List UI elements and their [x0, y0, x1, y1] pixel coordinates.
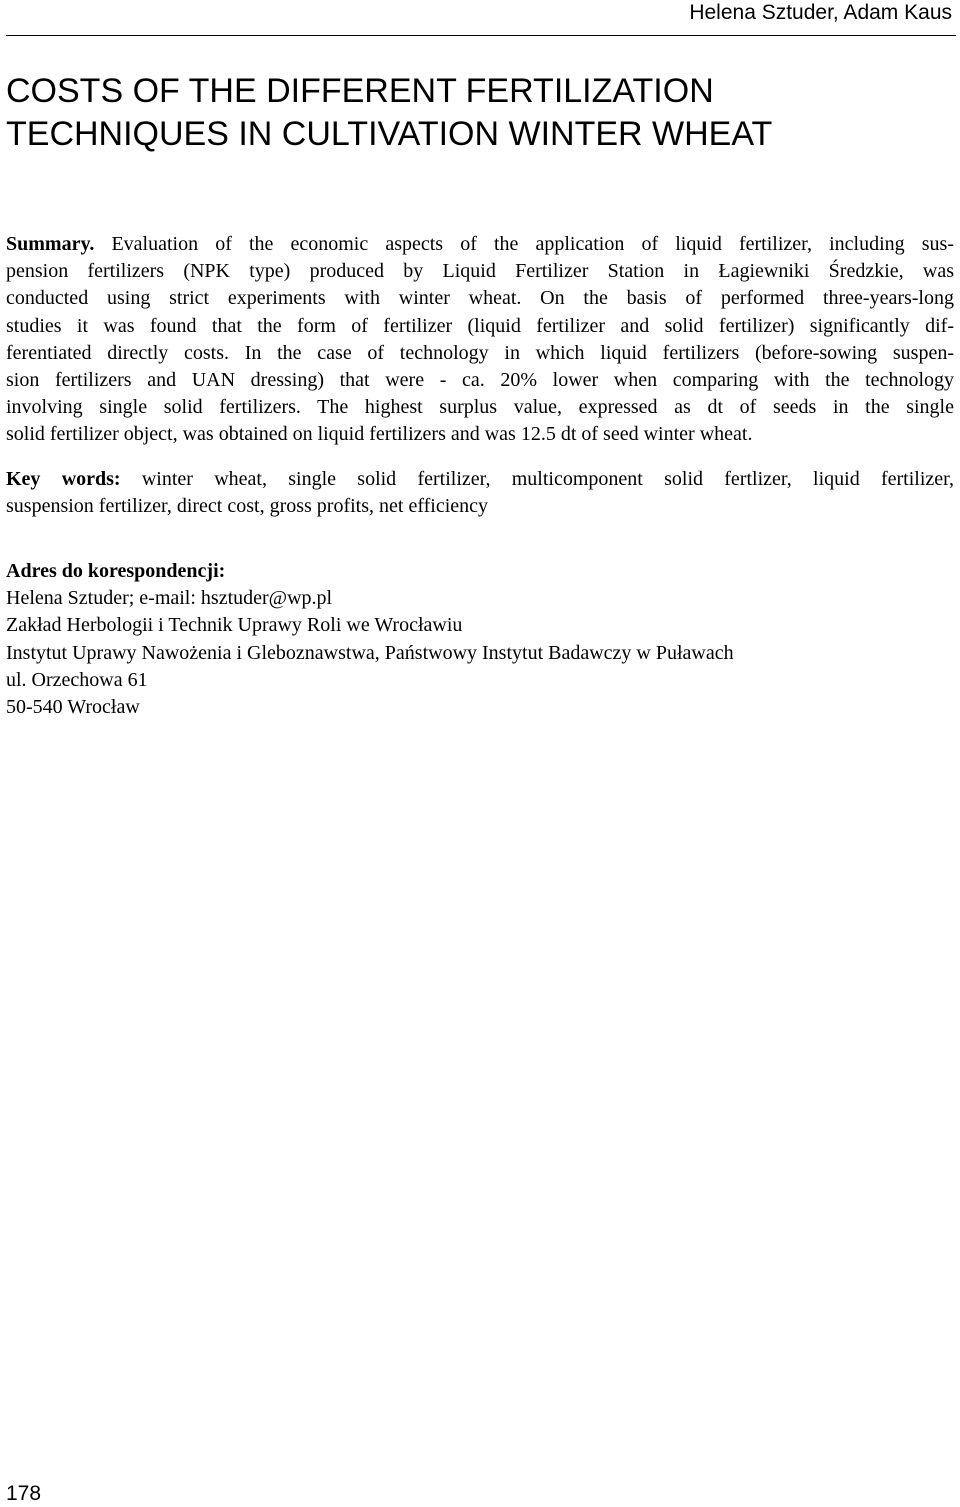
summary-line [6, 231, 954, 258]
summary-line: involving single solid fertilizers. The highest surplus value, expressed as dt of seeds in the single [6, 396, 954, 419]
header-rule [6, 35, 956, 36]
summary-line: ferentiated directly costs. In the case of technology in which liquid fertilizers (before-sowing suspen- [6, 341, 954, 364]
correspondence-institute: Instytut Uprawy Nawożenia i Gleboznawstwa, Państwowy Instytut Badawczy w Puławach [6, 641, 734, 664]
keywords-paragraph [6, 466, 954, 520]
correspondence-block [6, 558, 954, 721]
summary-label: Summary. [6, 233, 95, 255]
summary-paragraph [6, 231, 954, 449]
running-head-authors: Helena Sztuder, Adam Kaus [689, 1, 952, 24]
keywords-label: Key words: [6, 468, 121, 490]
keywords-text: winter wheat, single solid fertilizer, multicomponent solid fertlizer, liquid fertilizer, [120, 468, 954, 490]
summary-line: solid fertilizer object, was obtained on liquid fertilizers and was 12.5 dt of seed winter wheat. [6, 423, 753, 446]
title-line: COSTS OF THE DIFFERENT FERTILIZATION [6, 72, 714, 110]
correspondence-street: ul. Orzechowa 61 [6, 668, 148, 691]
summary-line: pension fertilizers (NPK type) produced by Liquid Fertilizer Station in Łagiewniki Średzkie, was [6, 260, 954, 283]
title-line: TECHNIQUES IN CULTIVATION WINTER WHEAT [6, 115, 773, 153]
correspondence-department: Zakład Herbologii i Technik Uprawy Roli we Wrocławiu [6, 614, 463, 637]
summary-line: conducted using strict experiments with winter wheat. On the basis of performed three-years-long [6, 287, 954, 310]
summary-text: Evaluation of the economic aspects of the application of liquid fertilizer, including sus- [94, 233, 954, 255]
page-number: 178 [6, 1482, 42, 1505]
keywords-line: suspension fertilizer, direct cost, gross profits, net efficiency [6, 495, 489, 518]
summary-line: studies it was found that the form of fertilizer (liquid fertilizer and solid fertilizer) significantly dif- [6, 314, 954, 337]
correspondence-label: Adres do korespondencji: [6, 560, 226, 582]
summary-line: sion fertilizers and UAN dressing) that were - ca. 20% lower when comparing with the technology [6, 369, 954, 392]
correspondence-city: 50-540 Wrocław [6, 696, 140, 719]
keywords-line [6, 466, 954, 493]
correspondence-name-email: Helena Sztuder; e-mail: hsztuder@wp.pl [6, 587, 333, 610]
paper-title [6, 70, 946, 156]
